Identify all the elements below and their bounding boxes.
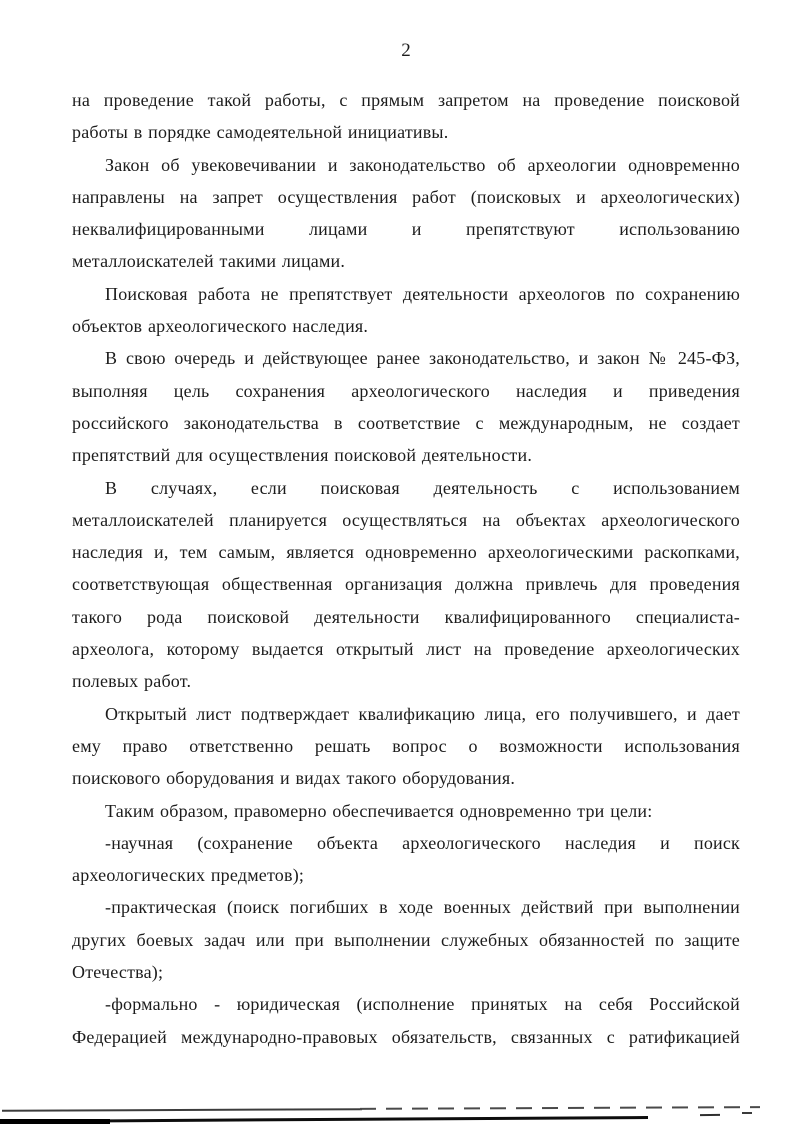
text-line: -научная (сохранение объекта археологического наследия и поиск (105, 832, 740, 853)
text-line: Закон об увековечивании и законодательство об археологии одновременно (105, 154, 740, 175)
scan-artifact-dashed-line (360, 1106, 760, 1110)
text-line: Федерацией международно-правовых обязательств, связанных с ратификацией (72, 1026, 740, 1047)
text-line: направлены на запрет осуществления работ (поисковых и археологических) (72, 186, 740, 207)
text-line: соответствующая общественная организация должна привлечь для проведения (72, 574, 740, 595)
text-line: объектов археологического наследия. (72, 316, 369, 337)
text-line: Поисковая работа не препятствует деятельности археологов по сохранению (105, 283, 740, 304)
scan-artifact-line (2, 1108, 362, 1112)
text-line: В случаях, если поисковая деятельность с использованием (105, 477, 740, 498)
text-line: на проведение такой работы, с прямым запретом на проведение поисковой (72, 90, 740, 110)
text-line: -практическая (поиск погибших в ходе военных действий при выполнении (105, 897, 740, 918)
text-line: неквалифицированными лицами и препятствуют использованию (72, 219, 740, 240)
text-line: -формально - юридическая (исполнение принятых на себя Российской (105, 994, 740, 1015)
scan-artifact-dash (700, 1114, 720, 1116)
text-line: работы в порядке самодеятельной инициативы. (72, 122, 449, 143)
text-line: Отечества); (72, 962, 164, 983)
text-line: Открытый лист подтверждает квалификацию лица, его получившего, и дает (105, 703, 740, 724)
text-line: других боевых задач или при выполнении служебных обязанностей по защите (72, 929, 740, 950)
text-line: выполняя цель сохранения археологического наследия и приведения (72, 380, 740, 401)
scan-artifact-line (0, 1119, 110, 1124)
text-line: ему право ответственно решать вопрос о возможности использования (72, 735, 740, 756)
text-line: В свою очередь и действующее ранее законодательство, и закон № 245-ФЗ, (105, 348, 740, 369)
text-line: полевых работ. (72, 671, 192, 692)
text-line: металлоискателей планируется осуществляться на объектах археологического (72, 509, 740, 530)
text-line: Таким образом, правомерно обеспечивается одновременно три цели: (105, 800, 653, 821)
text-line: российского законодательства в соответствие с международным, не создает (72, 412, 740, 433)
text-line: препятствий для осуществления поисковой деятельности. (72, 445, 533, 466)
text-line: наследия и, тем самым, является одновременно археологическими раскопками, (72, 542, 740, 563)
text-line: археолога, которому выдается открытый лист на проведение археологических (72, 639, 740, 660)
scan-artifact-dash (742, 1112, 752, 1114)
text-block (72, 84, 740, 1053)
text-line: поискового оборудования и видах такого оборудования. (72, 768, 516, 789)
text-line: археологических предметов); (72, 865, 305, 886)
page-number: 2 (401, 40, 411, 61)
text-line: металлоискателей такими лицами. (72, 251, 346, 272)
text-line: такого рода поисковой деятельности квалифицированного специалиста- (72, 606, 740, 627)
